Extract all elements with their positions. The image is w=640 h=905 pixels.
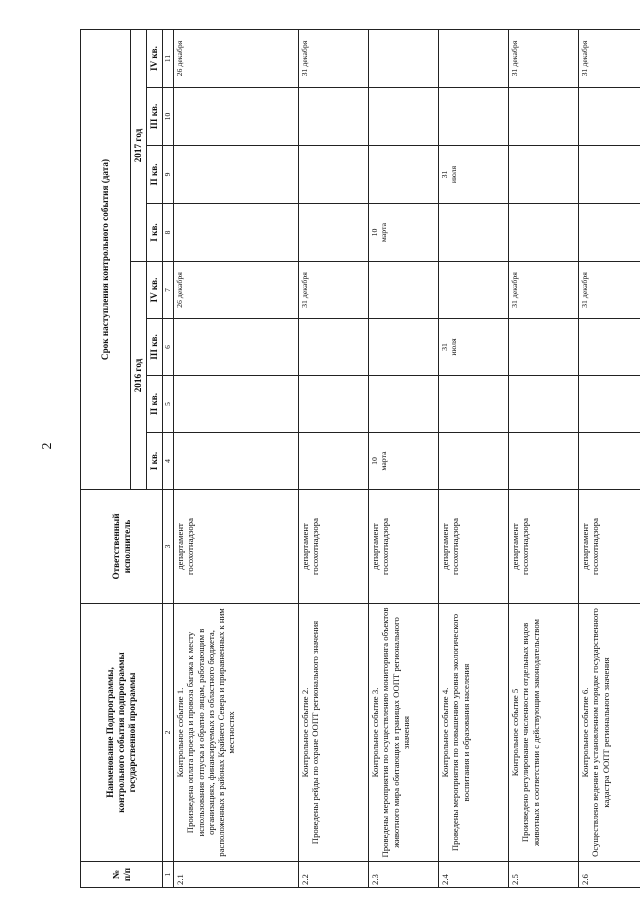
deadline-day: 31 декабря [300,40,309,77]
column-number: 9 [163,146,174,204]
deadline-month: июля [449,338,459,356]
event-name: Контрольное событие 2. Проведены рейды по охране ООПТ регионального значения [299,604,369,862]
header-responsible: Ответственный исполнитель [81,490,163,604]
deadline-date-cell [299,319,369,376]
deadline-date-cell [509,146,579,204]
column-number-row [163,30,174,888]
row-number: 2.6 [579,862,640,888]
deadline-date-cell [579,376,640,433]
table-row [369,30,439,888]
header-quarter: IV кв. [147,262,163,319]
deadline-date-cell [369,376,439,433]
deadline-date-cell [299,262,369,319]
header-quarter: I кв. [147,433,163,490]
deadline-date-cell [174,262,299,319]
deadline-date-cell [509,376,579,433]
deadline-date-cell [174,146,299,204]
deadline-day: 31 [440,343,449,351]
deadline-date-cell [174,88,299,146]
table-row [299,30,369,888]
responsible-executor: департамент госохотнадзора [509,490,579,604]
column-number: 2 [163,604,174,862]
deadline-date-cell [579,30,640,88]
deadline-date-cell [369,88,439,146]
deadline-date-cell [369,262,439,319]
deadline-date-cell [299,433,369,490]
deadline-day: 10 [370,228,379,237]
deadline-date-cell [579,319,640,376]
table-row [579,30,640,888]
deadline-date-cell [509,319,579,376]
deadline-date-cell [579,262,640,319]
header-quarter: II кв. [147,146,163,204]
responsible-executor: департамент госохотнадзора [579,490,640,604]
table-row [174,30,299,888]
deadline-date-cell [509,204,579,262]
deadline-date-cell [439,30,509,88]
deadline-date-cell [439,433,509,490]
header-year-2016: 2016 год [131,262,147,490]
deadline-month: июля [449,165,459,184]
header-quarter: III кв. [147,88,163,146]
deadline-date-cell [369,146,439,204]
deadline-date-cell [369,204,439,262]
deadline-date-cell [579,88,640,146]
responsible-executor: департамент госохотнадзора [174,490,299,604]
deadline-date-cell [439,319,509,376]
deadline-date-cell [509,88,579,146]
deadline-day: 31 декабря [580,272,589,308]
deadline-date-cell [579,204,640,262]
row-number: 2.2 [299,862,369,888]
table-row [439,30,509,888]
deadline-date-cell [299,146,369,204]
document-sheet [80,30,612,888]
event-name: Контрольное событие 1. Произведена оплата проезда и провоза багажа к месту использования отпуска и обратно лицам, работающим в организациях, финансируемых из областного бюджета, расположенных в районах Крайнего Севера и приравненных к ним местностях [174,604,299,862]
deadline-day: 10 [370,457,379,465]
deadline-day: 31 декабря [300,272,309,308]
deadline-day: 26 декабря [175,272,184,308]
deadline-date-cell [299,204,369,262]
row-number: 2.3 [369,862,439,888]
event-name: Контрольное событие 4. Проведены мероприятия по повышению уровня экологического воспитания и образования населения [439,604,509,862]
header-name: Наименование Подпрограммы, контрольного события подпрограммы государственной программы [81,604,163,862]
header-deadline: Срок наступления контрольного события (дата) [81,30,131,490]
control-events-table [80,29,640,888]
deadline-date-cell [174,30,299,88]
deadline-date-cell [174,433,299,490]
deadline-month: марта [379,451,389,471]
column-number: 3 [163,490,174,604]
column-number: 11 [163,30,174,88]
header-quarter: I кв. [147,204,163,262]
deadline-date-cell [579,433,640,490]
deadline-date-cell [174,319,299,376]
header-quarter: III кв. [147,319,163,376]
deadline-day: 31 декабря [580,40,589,77]
deadline-date-cell [509,433,579,490]
column-number: 6 [163,319,174,376]
column-number: 8 [163,204,174,262]
table-body [163,30,640,888]
column-number: 4 [163,433,174,490]
row-number: 2.4 [439,862,509,888]
deadline-date-cell [174,204,299,262]
header-quarter: IV кв. [147,30,163,88]
header-quarter: II кв. [147,376,163,433]
deadline-date-cell [439,146,509,204]
deadline-date-cell [299,88,369,146]
column-number: 1 [163,862,174,888]
deadline-month: марта [379,222,389,243]
deadline-date-cell [369,319,439,376]
deadline-date-cell [579,146,640,204]
deadline-date-cell [509,262,579,319]
deadline-date-cell [299,30,369,88]
deadline-day: 31 [440,170,449,179]
deadline-day: 31 декабря [510,40,519,77]
deadline-date-cell [174,376,299,433]
deadline-date-cell [439,204,509,262]
responsible-executor: департамент госохотнадзора [299,490,369,604]
event-name: Контрольное событие 3. Проведены мероприятия по осуществлению мониторинга объектов животного мира обитающих в границах ООПТ регионального значения [369,604,439,862]
header-year-2017: 2017 год [131,30,147,262]
deadline-day: 31 декабря [510,272,519,308]
table-row [509,30,579,888]
event-name: Контрольное событие 5 Произведено регулирование численности отдельных видов животных в соответствии с действующим законодательством [509,604,579,862]
header-row-main [81,30,131,888]
responsible-executor: департамент госохотнадзора [439,490,509,604]
event-name: Контрольное событие 6. Осуществлено ведение в установленном порядке государственного кадастра ООПТ регионального значения [579,604,640,862]
row-number: 2.5 [509,862,579,888]
deadline-date-cell [439,262,509,319]
header-num: № п/п [81,862,163,888]
column-number: 7 [163,262,174,319]
column-number: 5 [163,376,174,433]
deadline-date-cell [369,30,439,88]
deadline-date-cell [439,88,509,146]
deadline-date-cell [299,376,369,433]
column-number: 10 [163,88,174,146]
deadline-day: 26 декабря [175,40,184,77]
page-number: 2 [40,442,55,450]
responsible-executor: департамент госохотнадзора [369,490,439,604]
deadline-date-cell [509,30,579,88]
deadline-date-cell [439,376,509,433]
row-number: 2.1 [174,862,299,888]
deadline-date-cell [369,433,439,490]
